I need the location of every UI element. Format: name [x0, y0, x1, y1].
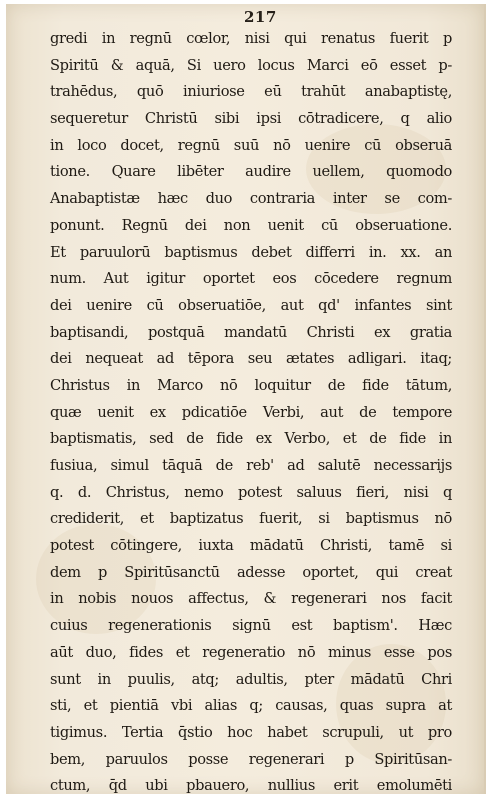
text-line: ponunt. Regnū dei non uenit cū obseruatione. — [50, 216, 452, 234]
text-line: in loco docet, regnū suū nō uenire cū obseruā — [50, 136, 452, 154]
text-line: dei uenire cū obseruatiōe, aut qd' infantes sint — [50, 296, 452, 314]
text-line: Christus in Marco nō loquitur de fide tātum, — [50, 376, 452, 394]
text-line: ctum, q̄d ubi pbauero, nullius erit emolumēti — [50, 777, 452, 794]
text-line: quæ uenit ex pdicatiōe Verbi, aut de tempore — [50, 403, 452, 421]
text-line: bem, paruulos posse regenerari p Spiritūsan- — [50, 750, 452, 768]
text-line: crediderit, et baptizatus fuerit, si baptismus nō — [50, 510, 452, 528]
text-line: aūt duo, fides et regeneratio nō minus esse pos — [50, 643, 452, 661]
text-line: tione. Quare libēter audire uellem, quomodo — [50, 163, 452, 181]
text-line: sunt in puulis, atq; adultis, pter mādatū Chri — [50, 670, 452, 688]
page-number: 217 — [244, 8, 277, 26]
page-text-block — [50, 26, 452, 794]
text-line: sequeretur Christū sibi ipsi cōtradicere, q alio — [50, 110, 452, 128]
text-line: trahēdus, quō iniuriose eū trahūt anabaptistę, — [50, 83, 452, 101]
book-page — [6, 4, 486, 794]
text-line: dei nequeat ad tēpora seu ætates adligari. itaq; — [50, 350, 452, 368]
text-line: dem p Spiritūsanctū adesse oportet, qui creat — [50, 563, 452, 581]
text-line: gredi in regnū cœlor, nisi qui renatus fuerit p — [50, 30, 452, 47]
text-line: cuius regenerationis signū est baptism'. Hæc — [50, 617, 452, 635]
text-line: fusiua, simul tāquā de reb' ad salutē necessarijs — [50, 457, 452, 474]
text-line: q. d. Christus, nemo potest saluus fieri, nisi q — [50, 483, 452, 501]
text-line: baptismatis, sed de fide ex Verbo, et de fide in — [50, 430, 452, 448]
text-line: Spiritū & aquā, Si uero locus Marci eō esset p- — [50, 56, 452, 74]
text-line: sti, et pientiā vbi alias q; causas, quas supra at — [50, 697, 452, 715]
text-line: Anabaptistæ hæc duo contraria inter se com- — [50, 190, 452, 208]
text-line: potest cōtingere, iuxta mādatū Christi, tamē si — [50, 537, 452, 555]
text-line: baptisandi, postquā mandatū Christi ex gratia — [50, 323, 452, 341]
text-line: tigimus. Tertia q̄stio hoc habet scrupuli, ut pro — [50, 723, 452, 741]
text-line: num. Aut igitur oportet eos cōcedere regnum — [50, 270, 452, 288]
text-line: Et paruulorū baptismus debet differri in. xx. an — [50, 243, 452, 261]
text-line: in nobis nouos affectus, & regenerari nos facit — [50, 590, 452, 608]
